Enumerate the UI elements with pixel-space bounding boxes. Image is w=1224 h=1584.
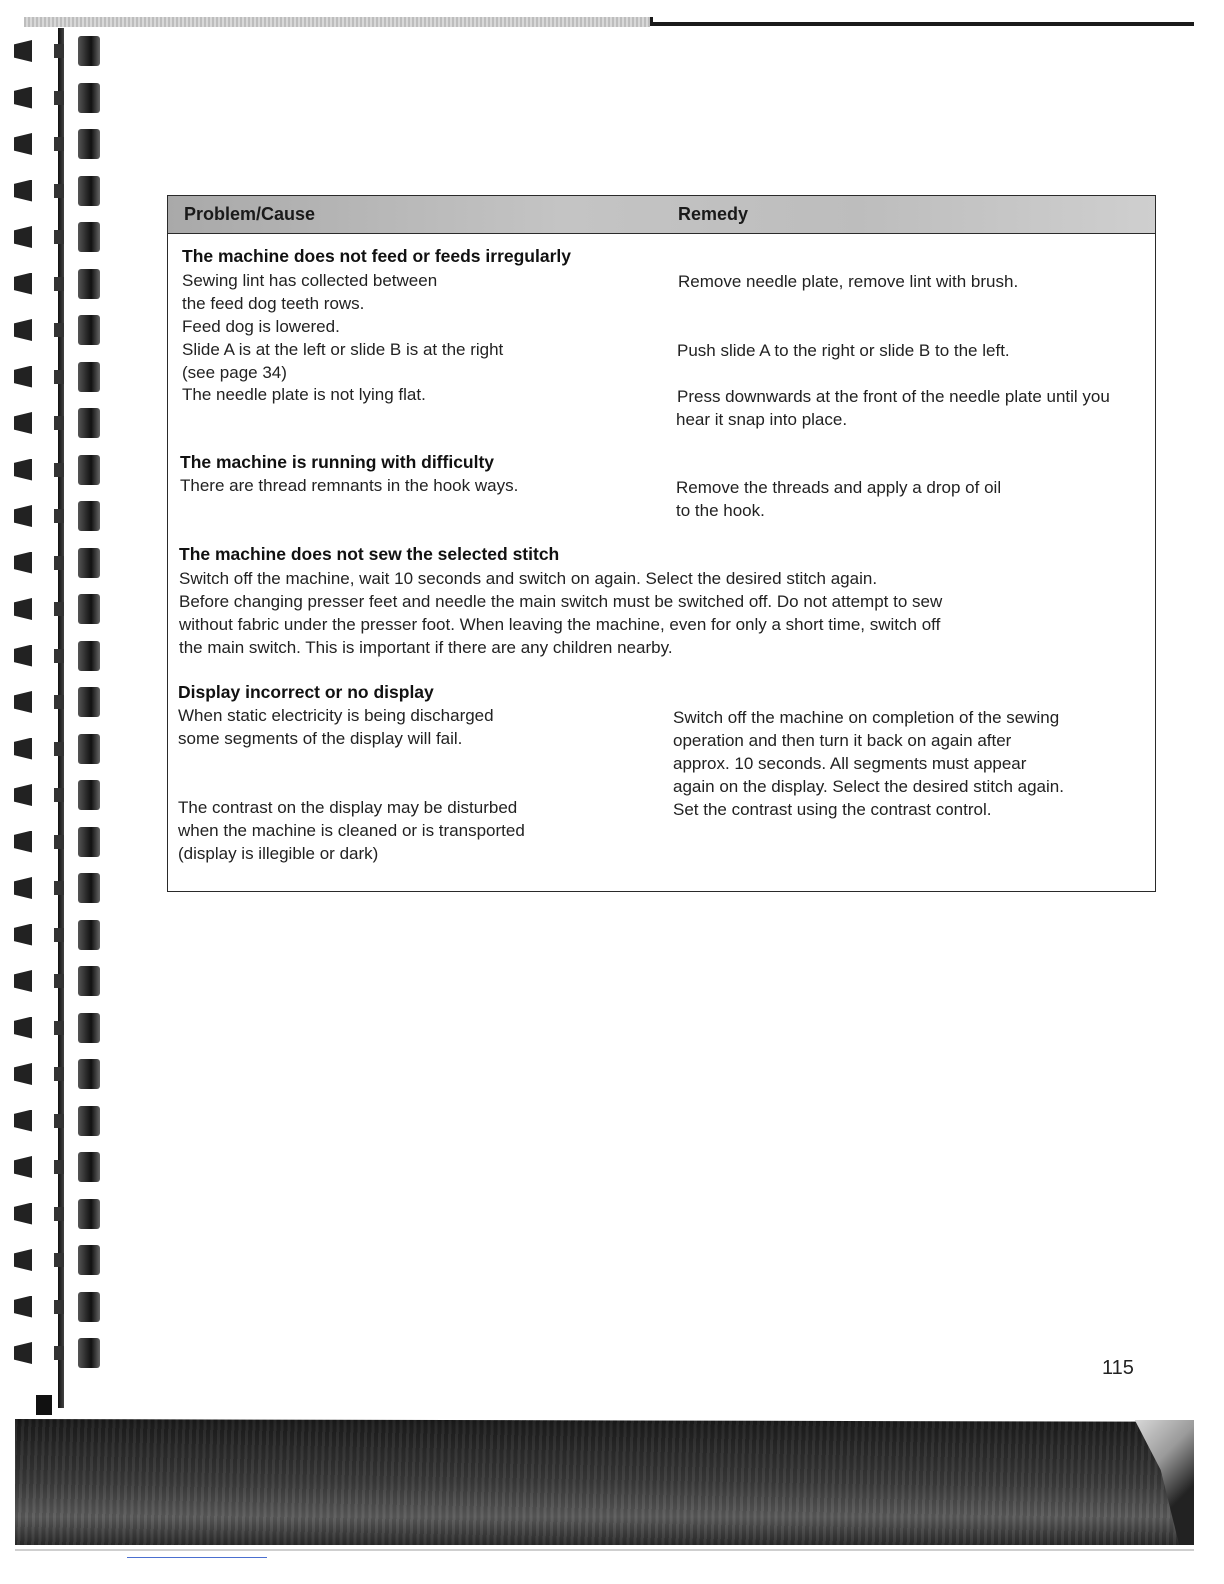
- ring-hole: [14, 552, 32, 574]
- ring-wire: [54, 370, 64, 384]
- ring-hole: [14, 1110, 32, 1132]
- ring-wire: [54, 1346, 64, 1360]
- binding-ring: [14, 499, 104, 533]
- feed-remedy-line: Remove needle plate, remove lint with brush.: [678, 272, 1019, 291]
- ring-hole: [14, 831, 32, 853]
- ring-wire: [54, 463, 64, 477]
- ring-coil: [78, 1245, 100, 1275]
- ring-coil: [78, 315, 100, 345]
- display-cause-line: when the machine is cleaned or is transported: [178, 821, 525, 840]
- ring-wire: [54, 835, 64, 849]
- ring-coil: [78, 1199, 100, 1229]
- feed-cause-line: Slide A is at the left or slide B is at the right: [182, 340, 504, 359]
- ring-wire: [54, 230, 64, 244]
- ring-coil: [78, 408, 100, 438]
- ring-hole: [14, 924, 32, 946]
- display-remedy-line: Switch off the machine on completion of the sewing: [673, 708, 1060, 727]
- ring-wire: [54, 323, 64, 337]
- ring-hole: [14, 1017, 32, 1039]
- binding-ring: [14, 453, 104, 487]
- ring-coil: [78, 1338, 100, 1368]
- binding-ring: [14, 220, 104, 254]
- binding-ring: [14, 313, 104, 347]
- ring-coil: [78, 548, 100, 578]
- ring-wire: [54, 695, 64, 709]
- ring-hole: [14, 505, 32, 527]
- ring-coil: [78, 36, 100, 66]
- ring-wire: [54, 1021, 64, 1035]
- stitch-heading: The machine does not sew the selected stitch: [179, 544, 560, 564]
- ring-hole: [14, 412, 32, 434]
- ring-coil: [78, 966, 100, 996]
- ring-wire: [54, 1160, 64, 1174]
- ring-coil: [78, 780, 100, 810]
- ring-coil: [78, 687, 100, 717]
- display-remedy-line: again on the display. Select the desired stitch again.: [673, 777, 1064, 796]
- binding-ring: [14, 1290, 104, 1324]
- ring-hole: [14, 1063, 32, 1085]
- binding-ring: [14, 639, 104, 673]
- feed-cause-line: The needle plate is not lying flat.: [182, 385, 426, 404]
- scan-shadow-band: [15, 1405, 1194, 1545]
- ring-wire: [54, 1207, 64, 1221]
- ring-wire: [54, 137, 64, 151]
- page-number: 115: [1102, 1357, 1134, 1379]
- table-header: [168, 196, 1155, 234]
- binding-ring: [14, 34, 104, 68]
- binding-ring: [14, 685, 104, 719]
- difficulty-remedy-line: Remove the threads and apply a drop of oil: [676, 478, 1002, 497]
- scan-blue-line: [127, 1557, 267, 1558]
- ring-hole: [14, 1203, 32, 1225]
- ring-coil: [78, 83, 100, 113]
- binding-ring: [14, 127, 104, 161]
- ring-hole: [14, 1296, 32, 1318]
- binding-ring: [14, 732, 104, 766]
- display-remedy-line: approx. 10 seconds. All segments must appear: [673, 754, 1027, 773]
- binding-ring: [14, 360, 104, 394]
- binding-ring: [14, 871, 104, 905]
- ring-wire: [54, 416, 64, 430]
- ring-hole: [14, 738, 32, 760]
- ring-coil: [78, 455, 100, 485]
- ring-wire: [54, 881, 64, 895]
- difficulty-remedy-line: to the hook.: [676, 501, 765, 520]
- difficulty-cause-line: There are thread remnants in the hook ways.: [180, 476, 519, 495]
- ring-wire: [54, 742, 64, 756]
- ring-wire: [54, 91, 64, 105]
- ring-hole: [14, 598, 32, 620]
- ring-hole: [14, 273, 32, 295]
- feed-remedy-line: hear it snap into place.: [676, 410, 848, 429]
- ring-wire: [54, 509, 64, 523]
- scan-edge-line: [15, 1549, 1194, 1551]
- ring-wire: [54, 1253, 64, 1267]
- ring-hole: [14, 133, 32, 155]
- ring-wire: [54, 44, 64, 58]
- ring-hole: [14, 970, 32, 992]
- display-remedy-line: operation and then turn it back on again after: [673, 731, 1012, 750]
- spiral-binding: [0, 28, 110, 1408]
- binding-ring: [14, 1104, 104, 1138]
- ring-hole: [14, 784, 32, 806]
- binding-ring: [14, 81, 104, 115]
- feed-remedy-line: Press downwards at the front of the needle plate until you: [677, 387, 1110, 406]
- ring-coil: [78, 222, 100, 252]
- binding-ring: [14, 267, 104, 301]
- binding-ring: [14, 825, 104, 859]
- top-rule-black: [650, 22, 1194, 26]
- ring-wire: [54, 928, 64, 942]
- ring-coil: [78, 594, 100, 624]
- binding-ring: [14, 406, 104, 440]
- ring-wire: [54, 184, 64, 198]
- ring-wire: [54, 1300, 64, 1314]
- binding-ring: [14, 174, 104, 208]
- binding-ring: [14, 1197, 104, 1231]
- ring-coil: [78, 873, 100, 903]
- binding-ring: [14, 1011, 104, 1045]
- ring-coil: [78, 920, 100, 950]
- feed-remedy-line: Push slide A to the right or slide B to the left.: [677, 341, 1010, 360]
- ring-hole: [14, 180, 32, 202]
- binding-ring: [14, 592, 104, 626]
- display-remedy-line: Set the contrast using the contrast control.: [673, 800, 992, 819]
- difficulty-heading: The machine is running with difficulty: [180, 452, 495, 472]
- display-heading: Display incorrect or no display: [178, 682, 434, 702]
- ring-coil: [78, 501, 100, 531]
- ring-hole: [14, 1249, 32, 1271]
- ring-hole: [14, 877, 32, 899]
- ring-coil: [78, 269, 100, 299]
- ring-coil: [78, 734, 100, 764]
- ring-wire: [54, 788, 64, 802]
- feed-cause-line: (see page 34): [182, 363, 287, 382]
- ring-coil: [78, 362, 100, 392]
- binding-ring: [14, 1150, 104, 1184]
- ring-wire: [54, 556, 64, 570]
- ring-wire: [54, 277, 64, 291]
- header-remedy: Remedy: [678, 204, 749, 224]
- ring-coil: [78, 827, 100, 857]
- display-cause-line: When static electricity is being discharged: [178, 706, 494, 725]
- stitch-line: Before changing presser feet and needle the main switch must be switched off. Do not attempt to sew: [179, 592, 943, 611]
- ring-wire: [54, 1067, 64, 1081]
- stitch-line: Switch off the machine, wait 10 seconds and switch on again. Select the desired stitch again.: [179, 569, 878, 588]
- ring-coil: [78, 1059, 100, 1089]
- stitch-line: without fabric under the presser foot. When leaving the machine, even for only a short time, switch off: [179, 615, 941, 634]
- binding-base: [36, 1395, 52, 1415]
- top-rule: [24, 17, 650, 27]
- ring-hole: [14, 87, 32, 109]
- ring-hole: [14, 40, 32, 62]
- ring-coil: [78, 641, 100, 671]
- ring-wire: [54, 649, 64, 663]
- binding-ring: [14, 546, 104, 580]
- feed-heading: The machine does not feed or feeds irregularly: [182, 246, 571, 266]
- ring-wire: [54, 974, 64, 988]
- binding-ring: [14, 1336, 104, 1370]
- binding-ring: [14, 964, 104, 998]
- binding-ring: [14, 1057, 104, 1091]
- feed-cause-line: Sewing lint has collected between: [182, 271, 438, 290]
- binding-ring: [14, 1243, 104, 1277]
- display-cause-line: some segments of the display will fail.: [178, 729, 463, 748]
- header-problem-cause: Problem/Cause: [184, 204, 316, 224]
- ring-wire: [54, 602, 64, 616]
- ring-hole: [14, 691, 32, 713]
- ring-coil: [78, 1152, 100, 1182]
- ring-hole: [14, 366, 32, 388]
- ring-coil: [78, 1106, 100, 1136]
- display-cause-line: The contrast on the display may be disturbed: [178, 798, 518, 817]
- binding-ring: [14, 918, 104, 952]
- ring-hole: [14, 1156, 32, 1178]
- ring-coil: [78, 129, 100, 159]
- ring-coil: [78, 176, 100, 206]
- ring-hole: [14, 1342, 32, 1364]
- ring-wire: [54, 1114, 64, 1128]
- stitch-line: the main switch. This is important if there are any children nearby.: [179, 638, 673, 657]
- ring-coil: [78, 1013, 100, 1043]
- ring-hole: [14, 459, 32, 481]
- binding-ring: [14, 778, 104, 812]
- ring-coil: [78, 1292, 100, 1322]
- ring-hole: [14, 319, 32, 341]
- display-cause-line: (display is illegible or dark): [178, 844, 379, 863]
- ring-hole: [14, 645, 32, 667]
- feed-cause-line: Feed dog is lowered.: [182, 317, 340, 336]
- feed-cause-line: the feed dog teeth rows.: [182, 294, 365, 313]
- ring-hole: [14, 226, 32, 248]
